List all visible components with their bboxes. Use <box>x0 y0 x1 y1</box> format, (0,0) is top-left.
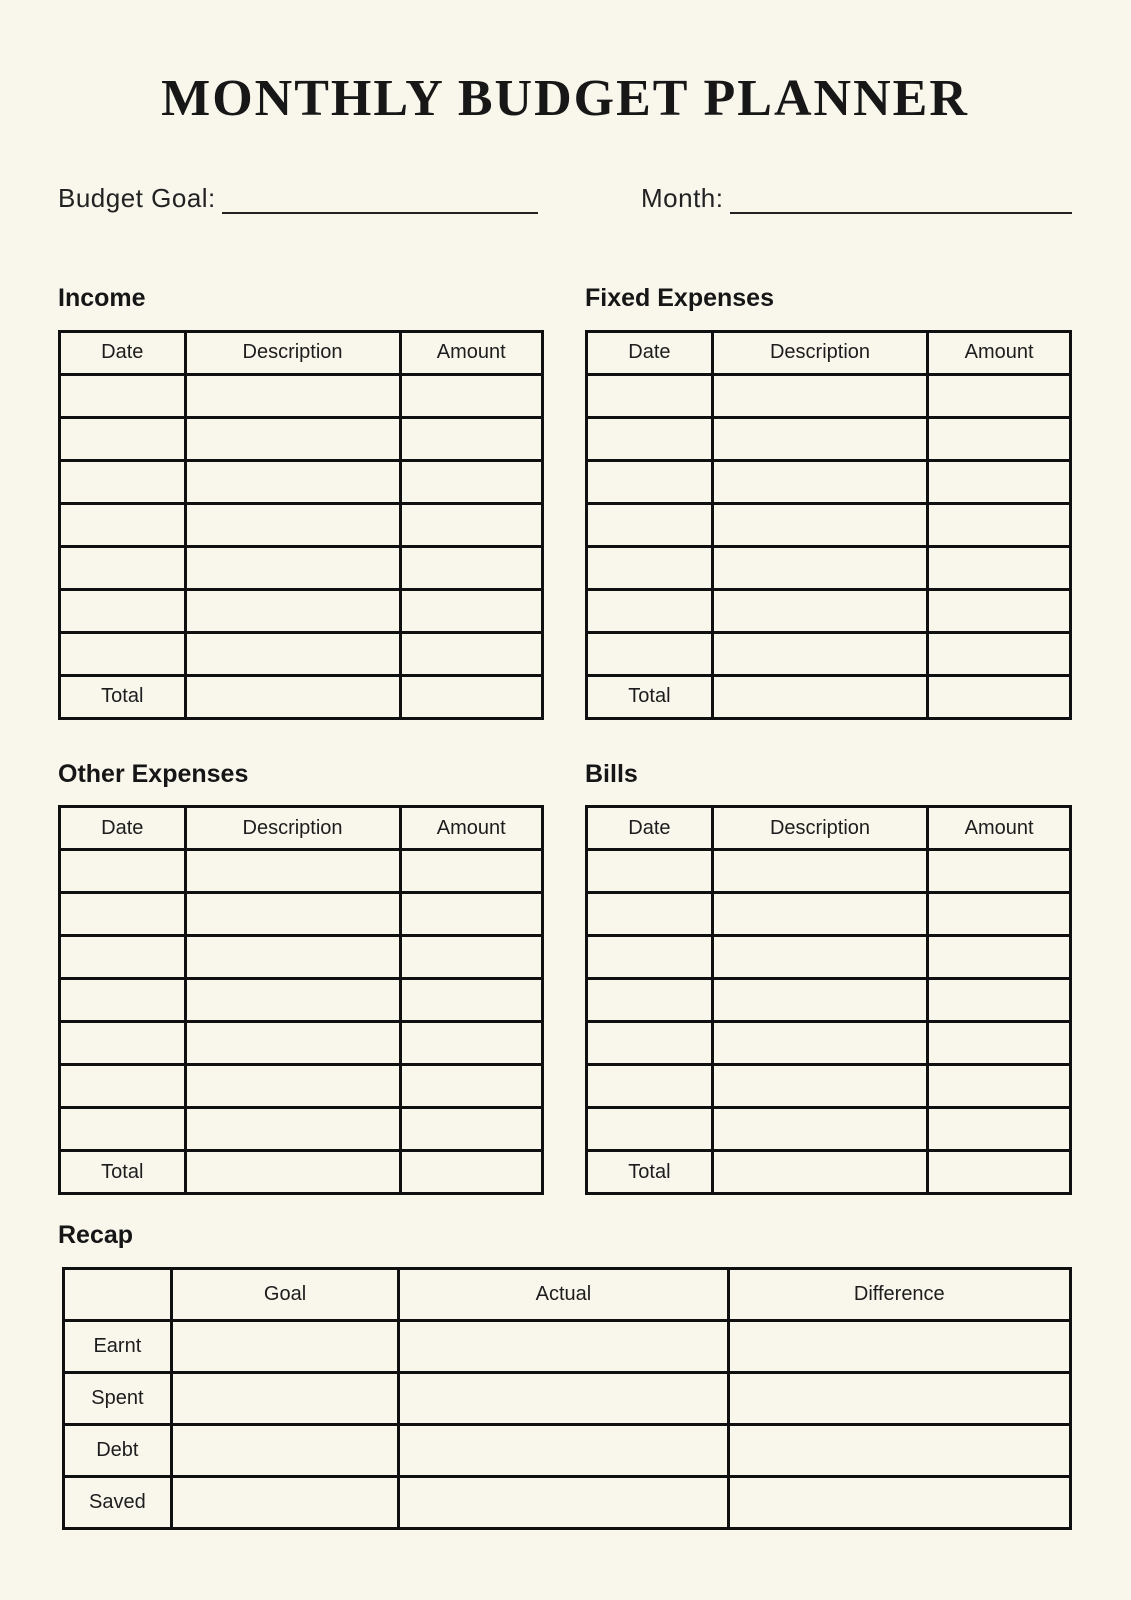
empty-cell[interactable] <box>587 1022 713 1065</box>
total-value-cell[interactable] <box>712 1151 927 1194</box>
empty-cell[interactable] <box>712 936 927 979</box>
section-other-expenses <box>58 758 544 1196</box>
header-fields-row <box>58 182 1072 214</box>
empty-cell[interactable] <box>400 979 543 1022</box>
empty-cell[interactable] <box>185 374 400 417</box>
empty-cell[interactable] <box>728 1424 1070 1476</box>
empty-cell[interactable] <box>587 417 713 460</box>
empty-cell[interactable] <box>171 1424 399 1476</box>
empty-cell[interactable] <box>185 1065 400 1108</box>
recap-row-spent <box>64 1372 1071 1424</box>
empty-cell[interactable] <box>712 589 927 632</box>
ledger-row <box>60 893 543 936</box>
total-label: Total <box>60 675 186 718</box>
empty-cell[interactable] <box>728 1476 1070 1528</box>
empty-cell[interactable] <box>587 936 713 979</box>
empty-cell[interactable] <box>928 503 1071 546</box>
empty-cell[interactable] <box>712 893 927 936</box>
empty-cell[interactable] <box>171 1476 399 1528</box>
ledger-row <box>60 936 543 979</box>
total-value-cell[interactable] <box>185 1151 400 1194</box>
recap-row-label: Earnt <box>64 1320 172 1372</box>
empty-cell[interactable] <box>400 1108 543 1151</box>
ledger-grid <box>58 282 1072 1195</box>
empty-cell[interactable] <box>60 850 186 893</box>
empty-cell[interactable] <box>587 1108 713 1151</box>
empty-cell[interactable] <box>399 1424 728 1476</box>
column-header-date: Date <box>587 331 713 374</box>
column-header-date: Date <box>60 807 186 850</box>
ledger-row <box>60 1108 543 1151</box>
ledger-row <box>60 460 543 503</box>
empty-cell[interactable] <box>60 1108 186 1151</box>
empty-cell[interactable] <box>928 1065 1071 1108</box>
recap-header-row <box>64 1268 1071 1320</box>
ledger-row <box>60 1065 543 1108</box>
column-header-date: Date <box>60 331 186 374</box>
empty-cell[interactable] <box>185 1108 400 1151</box>
section-heading-income: Income <box>58 284 146 313</box>
empty-cell[interactable] <box>587 589 713 632</box>
ledger-row <box>60 979 543 1022</box>
ledger-row <box>587 936 1071 979</box>
empty-cell[interactable] <box>60 503 186 546</box>
section-fixed-expenses <box>585 282 1072 720</box>
empty-cell[interactable] <box>60 893 186 936</box>
empty-cell[interactable] <box>587 503 713 546</box>
empty-cell[interactable] <box>60 1022 186 1065</box>
empty-cell[interactable] <box>587 893 713 936</box>
section-heading-fixed-expenses: Fixed Expenses <box>585 284 774 313</box>
ledger-row <box>60 417 543 460</box>
empty-cell[interactable] <box>928 1022 1071 1065</box>
column-header-description: Description <box>712 331 927 374</box>
ledger-row <box>587 374 1071 417</box>
empty-cell[interactable] <box>185 979 400 1022</box>
section-heading-bills: Bills <box>585 759 638 788</box>
empty-cell[interactable] <box>928 850 1071 893</box>
section-heading-recap: Recap <box>58 1221 134 1250</box>
empty-cell[interactable] <box>728 1372 1070 1424</box>
ledger-row <box>587 632 1071 675</box>
ledger-row <box>587 546 1071 589</box>
ledger-header-row <box>587 807 1071 850</box>
empty-cell[interactable] <box>60 546 186 589</box>
total-label: Total <box>587 1151 713 1194</box>
total-row <box>60 675 543 718</box>
empty-cell[interactable] <box>400 936 543 979</box>
empty-cell[interactable] <box>60 374 186 417</box>
empty-cell[interactable] <box>60 589 186 632</box>
empty-cell[interactable] <box>928 936 1071 979</box>
total-value-cell[interactable] <box>712 675 927 718</box>
empty-cell[interactable] <box>400 503 543 546</box>
ledger-row <box>587 589 1071 632</box>
total-value-cell[interactable] <box>928 675 1071 718</box>
ledger-row <box>587 417 1071 460</box>
ledger-row <box>60 374 543 417</box>
recap-column-header-difference: Difference <box>728 1268 1070 1320</box>
recap-row-earnt <box>64 1320 1071 1372</box>
empty-cell[interactable] <box>60 1065 186 1108</box>
empty-cell[interactable] <box>587 546 713 589</box>
total-row <box>60 1151 543 1194</box>
empty-cell[interactable] <box>185 850 400 893</box>
empty-cell[interactable] <box>60 460 186 503</box>
empty-cell[interactable] <box>928 589 1071 632</box>
empty-cell[interactable] <box>185 417 400 460</box>
section-income <box>58 282 544 720</box>
total-label: Total <box>587 675 713 718</box>
month-label: Month: <box>641 183 724 213</box>
empty-cell[interactable] <box>400 1022 543 1065</box>
empty-cell[interactable] <box>712 1108 927 1151</box>
ledger-row <box>587 503 1071 546</box>
empty-cell[interactable] <box>928 374 1071 417</box>
total-value-cell[interactable] <box>400 1151 543 1194</box>
empty-cell[interactable] <box>400 893 543 936</box>
ledger-header-row <box>60 807 543 850</box>
section-recap <box>58 1219 1072 1530</box>
total-row <box>587 675 1071 718</box>
empty-cell[interactable] <box>185 1022 400 1065</box>
empty-cell[interactable] <box>928 632 1071 675</box>
ledger-row <box>60 503 543 546</box>
empty-cell[interactable] <box>928 460 1071 503</box>
recap-row-label: Saved <box>64 1476 172 1528</box>
empty-cell[interactable] <box>171 1372 399 1424</box>
empty-cell[interactable] <box>185 460 400 503</box>
empty-cell[interactable] <box>60 632 186 675</box>
empty-cell[interactable] <box>185 893 400 936</box>
empty-cell[interactable] <box>171 1320 399 1372</box>
empty-cell[interactable] <box>400 460 543 503</box>
other-expenses-table <box>58 805 544 1195</box>
empty-cell[interactable] <box>712 417 927 460</box>
ledger-header-row <box>587 331 1071 374</box>
empty-cell[interactable] <box>399 1320 728 1372</box>
empty-cell[interactable] <box>928 417 1071 460</box>
empty-cell[interactable] <box>587 632 713 675</box>
section-heading-other-expenses: Other Expenses <box>58 759 249 788</box>
empty-cell[interactable] <box>185 503 400 546</box>
recap-row-label: Debt <box>64 1424 172 1476</box>
column-header-description: Description <box>712 807 927 850</box>
ledger-row <box>60 850 543 893</box>
bills-table <box>585 805 1072 1195</box>
ledger-row <box>60 1022 543 1065</box>
empty-cell[interactable] <box>928 979 1071 1022</box>
empty-cell[interactable] <box>400 589 543 632</box>
empty-cell[interactable] <box>712 546 927 589</box>
empty-cell[interactable] <box>400 1065 543 1108</box>
ledger-row <box>587 850 1071 893</box>
page-title: MONTHLY BUDGET PLANNER <box>161 70 969 127</box>
empty-cell[interactable] <box>400 374 543 417</box>
empty-cell[interactable] <box>587 374 713 417</box>
empty-cell[interactable] <box>587 460 713 503</box>
month-input-line[interactable] <box>730 182 1073 214</box>
total-value-cell[interactable] <box>185 675 400 718</box>
column-header-amount: Amount <box>928 807 1071 850</box>
empty-cell[interactable] <box>399 1372 728 1424</box>
ledger-row <box>587 1065 1071 1108</box>
recap-column-header-goal: Goal <box>171 1268 399 1320</box>
ledger-row <box>587 893 1071 936</box>
recap-row-debt <box>64 1424 1071 1476</box>
empty-cell[interactable] <box>587 850 713 893</box>
empty-cell[interactable] <box>712 1065 927 1108</box>
column-header-description: Description <box>185 807 400 850</box>
empty-cell[interactable] <box>712 632 927 675</box>
empty-cell[interactable] <box>587 979 713 1022</box>
column-header-amount: Amount <box>400 807 543 850</box>
ledger-row <box>587 460 1071 503</box>
budget-goal-field <box>58 182 538 214</box>
empty-cell[interactable] <box>712 503 927 546</box>
empty-cell[interactable] <box>928 893 1071 936</box>
total-value-cell[interactable] <box>400 675 543 718</box>
empty-cell[interactable] <box>400 850 543 893</box>
ledger-row <box>587 1108 1071 1151</box>
column-header-amount: Amount <box>400 331 543 374</box>
budget-goal-label: Budget Goal: <box>58 183 216 213</box>
section-bills <box>585 758 1072 1196</box>
empty-cell[interactable] <box>185 546 400 589</box>
ledger-row <box>60 546 543 589</box>
month-field <box>641 182 1072 214</box>
total-row <box>587 1151 1071 1194</box>
total-label: Total <box>60 1151 186 1194</box>
empty-cell[interactable] <box>399 1476 728 1528</box>
column-header-date: Date <box>587 807 713 850</box>
empty-cell[interactable] <box>185 936 400 979</box>
empty-cell[interactable] <box>928 546 1071 589</box>
empty-cell[interactable] <box>60 936 186 979</box>
empty-cell[interactable] <box>400 417 543 460</box>
ledger-row <box>60 589 543 632</box>
column-header-description: Description <box>185 331 400 374</box>
empty-cell[interactable] <box>712 460 927 503</box>
ledger-header-row <box>60 331 543 374</box>
column-header-amount: Amount <box>928 331 1071 374</box>
ledger-row <box>60 632 543 675</box>
empty-cell[interactable] <box>712 374 927 417</box>
empty-cell[interactable] <box>712 850 927 893</box>
budget-goal-input-line[interactable] <box>222 182 538 214</box>
empty-cell[interactable] <box>587 1065 713 1108</box>
empty-cell[interactable] <box>712 979 927 1022</box>
recap-corner-cell <box>64 1268 172 1320</box>
empty-cell[interactable] <box>60 979 186 1022</box>
empty-cell[interactable] <box>712 1022 927 1065</box>
empty-cell[interactable] <box>400 632 543 675</box>
ledger-row <box>587 1022 1071 1065</box>
recap-row-label: Spent <box>64 1372 172 1424</box>
recap-column-header-actual: Actual <box>399 1268 728 1320</box>
recap-table <box>62 1267 1072 1530</box>
empty-cell[interactable] <box>60 417 186 460</box>
empty-cell[interactable] <box>400 546 543 589</box>
recap-row-saved <box>64 1476 1071 1528</box>
total-value-cell[interactable] <box>928 1151 1071 1194</box>
empty-cell[interactable] <box>185 632 400 675</box>
empty-cell[interactable] <box>185 589 400 632</box>
empty-cell[interactable] <box>928 1108 1071 1151</box>
empty-cell[interactable] <box>728 1320 1070 1372</box>
fixed-expenses-table <box>585 330 1072 720</box>
ledger-row <box>587 979 1071 1022</box>
income-table <box>58 330 544 720</box>
